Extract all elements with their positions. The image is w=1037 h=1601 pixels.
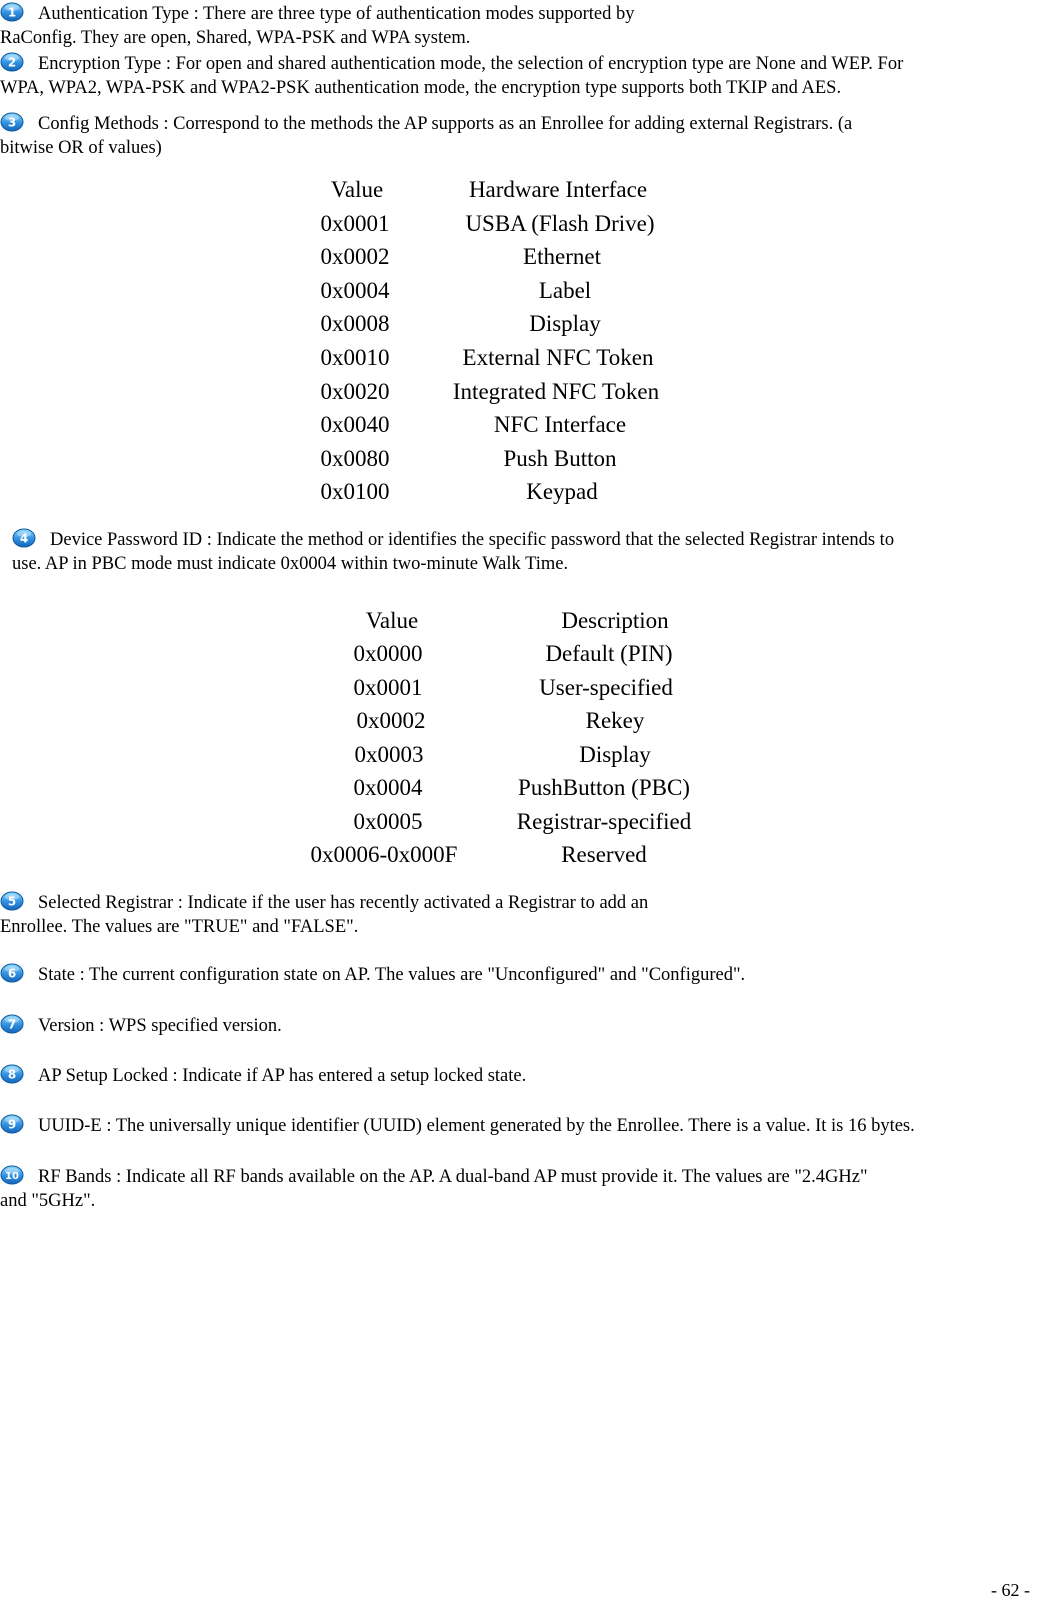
table-cell-value: 0x0003 [354,742,424,767]
item-text: Config Methods : Correspond to the methods the AP supports as an Enrollee for adding external Registrars. (a [38,114,853,134]
table-cell-value: 0x0100 [320,479,390,504]
item-text-cont: and "5GHz". [0,1191,96,1211]
table-cell-desc: Reserved [561,842,647,867]
table-cell-desc: User-specified [539,675,673,700]
svg-text:2: 2 [7,55,17,70]
table-cell-desc: Display [579,742,651,767]
item-text: UUID-E : The universally unique identifier (UUID) element generated by the Enrollee. There is a value. It is 16 bytes. [38,1116,915,1136]
item-text-cont: WPA, WPA2, WPA-PSK and WPA2-PSK authentication mode, the encryption type supports both TKIP and AES. [0,78,842,98]
number-5-icon [0,891,24,911]
svg-text:1: 1 [7,5,17,20]
svg-text:7: 7 [7,1017,17,1032]
item-ap-setup-locked [0,1064,1037,1088]
table-cell-desc: Display [529,311,601,336]
table-cell-value: 0x0008 [320,311,390,336]
table-cell-desc: Label [538,278,592,303]
table-cell-value: 0x0001 [353,675,423,700]
table-cell-desc: Ethernet [523,244,601,269]
item-encryption-type [0,52,1037,100]
page-number: - 62 - [991,1580,1030,1600]
table-cell-value: 0x0002 [320,244,390,269]
number-7-icon [0,1014,24,1034]
table-cell-desc: Push Button [503,446,617,471]
number-3-icon [0,112,24,132]
table-cell-desc: Registrar-specified [516,809,692,834]
table-cell-desc: NFC Interface [493,412,627,437]
table-cell-desc: Integrated NFC Token [452,379,660,404]
item-text: Encryption Type : For open and shared authentication mode, the selection of encryption type are None and WEP. For [38,54,904,74]
item-rf-bands [0,1165,1037,1213]
number-2-icon [0,52,24,72]
table-cell-desc: External NFC Token [462,345,654,370]
table-header: Description [561,608,669,633]
item-text: State : The current configuration state on AP. The values are "Unconfigured" and "Configured". [38,965,746,985]
item-text-cont: use. AP in PBC mode must indicate 0x0004 within two-minute Walk Time. [12,554,569,574]
table-cell-value: 0x0005 [353,809,423,834]
item-device-password-id [12,528,1032,576]
number-1-icon [0,2,24,22]
item-text-cont: RaConfig. They are open, Shared, WPA-PSK and WPA system. [0,28,471,48]
table-header: Hardware Interface [468,177,648,202]
table-cell-value: 0x0006-0x000F [310,842,458,867]
table-header: Value [365,608,419,633]
table-cell-value: 0x0001 [320,211,390,236]
table-cell-value: 0x0040 [320,412,390,437]
item-text-cont: Enrollee. The values are "TRUE" and "FALSE". [0,917,359,937]
table-cell-value: 0x0010 [320,345,390,370]
svg-text:8: 8 [7,1067,17,1082]
table-header: Value [330,177,384,202]
svg-text:9: 9 [7,1117,17,1132]
number-9-icon [0,1114,24,1134]
item-config-methods [0,112,1037,160]
item-text: Device Password ID : Indicate the method or identifies the specific password that the selected Registrar intends to [50,530,895,550]
table-cell-value: 0x0004 [320,278,390,303]
table-cell-value: 0x0020 [320,379,390,404]
table-cell-desc: Default (PIN) [545,641,673,666]
table-cell-desc: PushButton (PBC) [518,775,690,800]
svg-text:5: 5 [7,894,17,909]
table-cell-value: 0x0002 [356,708,426,733]
item-text: RF Bands : Indicate all RF bands available on the AP. A dual-band AP must provide it. The values are "2.4GHz" [38,1167,868,1187]
item-selected-registrar [0,891,1037,939]
number-6-icon [0,963,24,983]
item-text: Version : WPS specified version. [38,1016,282,1036]
table-cell-desc: USBA (Flash Drive) [465,211,655,236]
item-uuid-e [0,1114,1037,1138]
svg-text:10: 10 [5,1171,19,1182]
item-text: AP Setup Locked : Indicate if AP has entered a setup locked state. [38,1066,527,1086]
table-cell-desc: Keypad [526,479,598,504]
item-version [0,1014,1037,1038]
table-cell-value: 0x0000 [353,641,423,666]
item-authentication-type [0,2,1037,50]
svg-text:4: 4 [19,531,29,546]
number-8-icon [0,1064,24,1084]
svg-text:6: 6 [7,966,17,981]
item-text: Authentication Type : There are three type of authentication modes supported by [38,4,635,24]
table-cell-value: 0x0004 [353,775,423,800]
item-state [0,963,1037,987]
item-text-cont: bitwise OR of values) [0,138,162,158]
number-10-icon [0,1165,24,1185]
table-cell-value: 0x0080 [320,446,390,471]
svg-text:3: 3 [7,115,17,130]
number-4-icon [12,528,36,548]
item-text: Selected Registrar : Indicate if the user has recently activated a Registrar to add an [38,893,649,913]
table-cell-desc: Rekey [585,708,645,733]
